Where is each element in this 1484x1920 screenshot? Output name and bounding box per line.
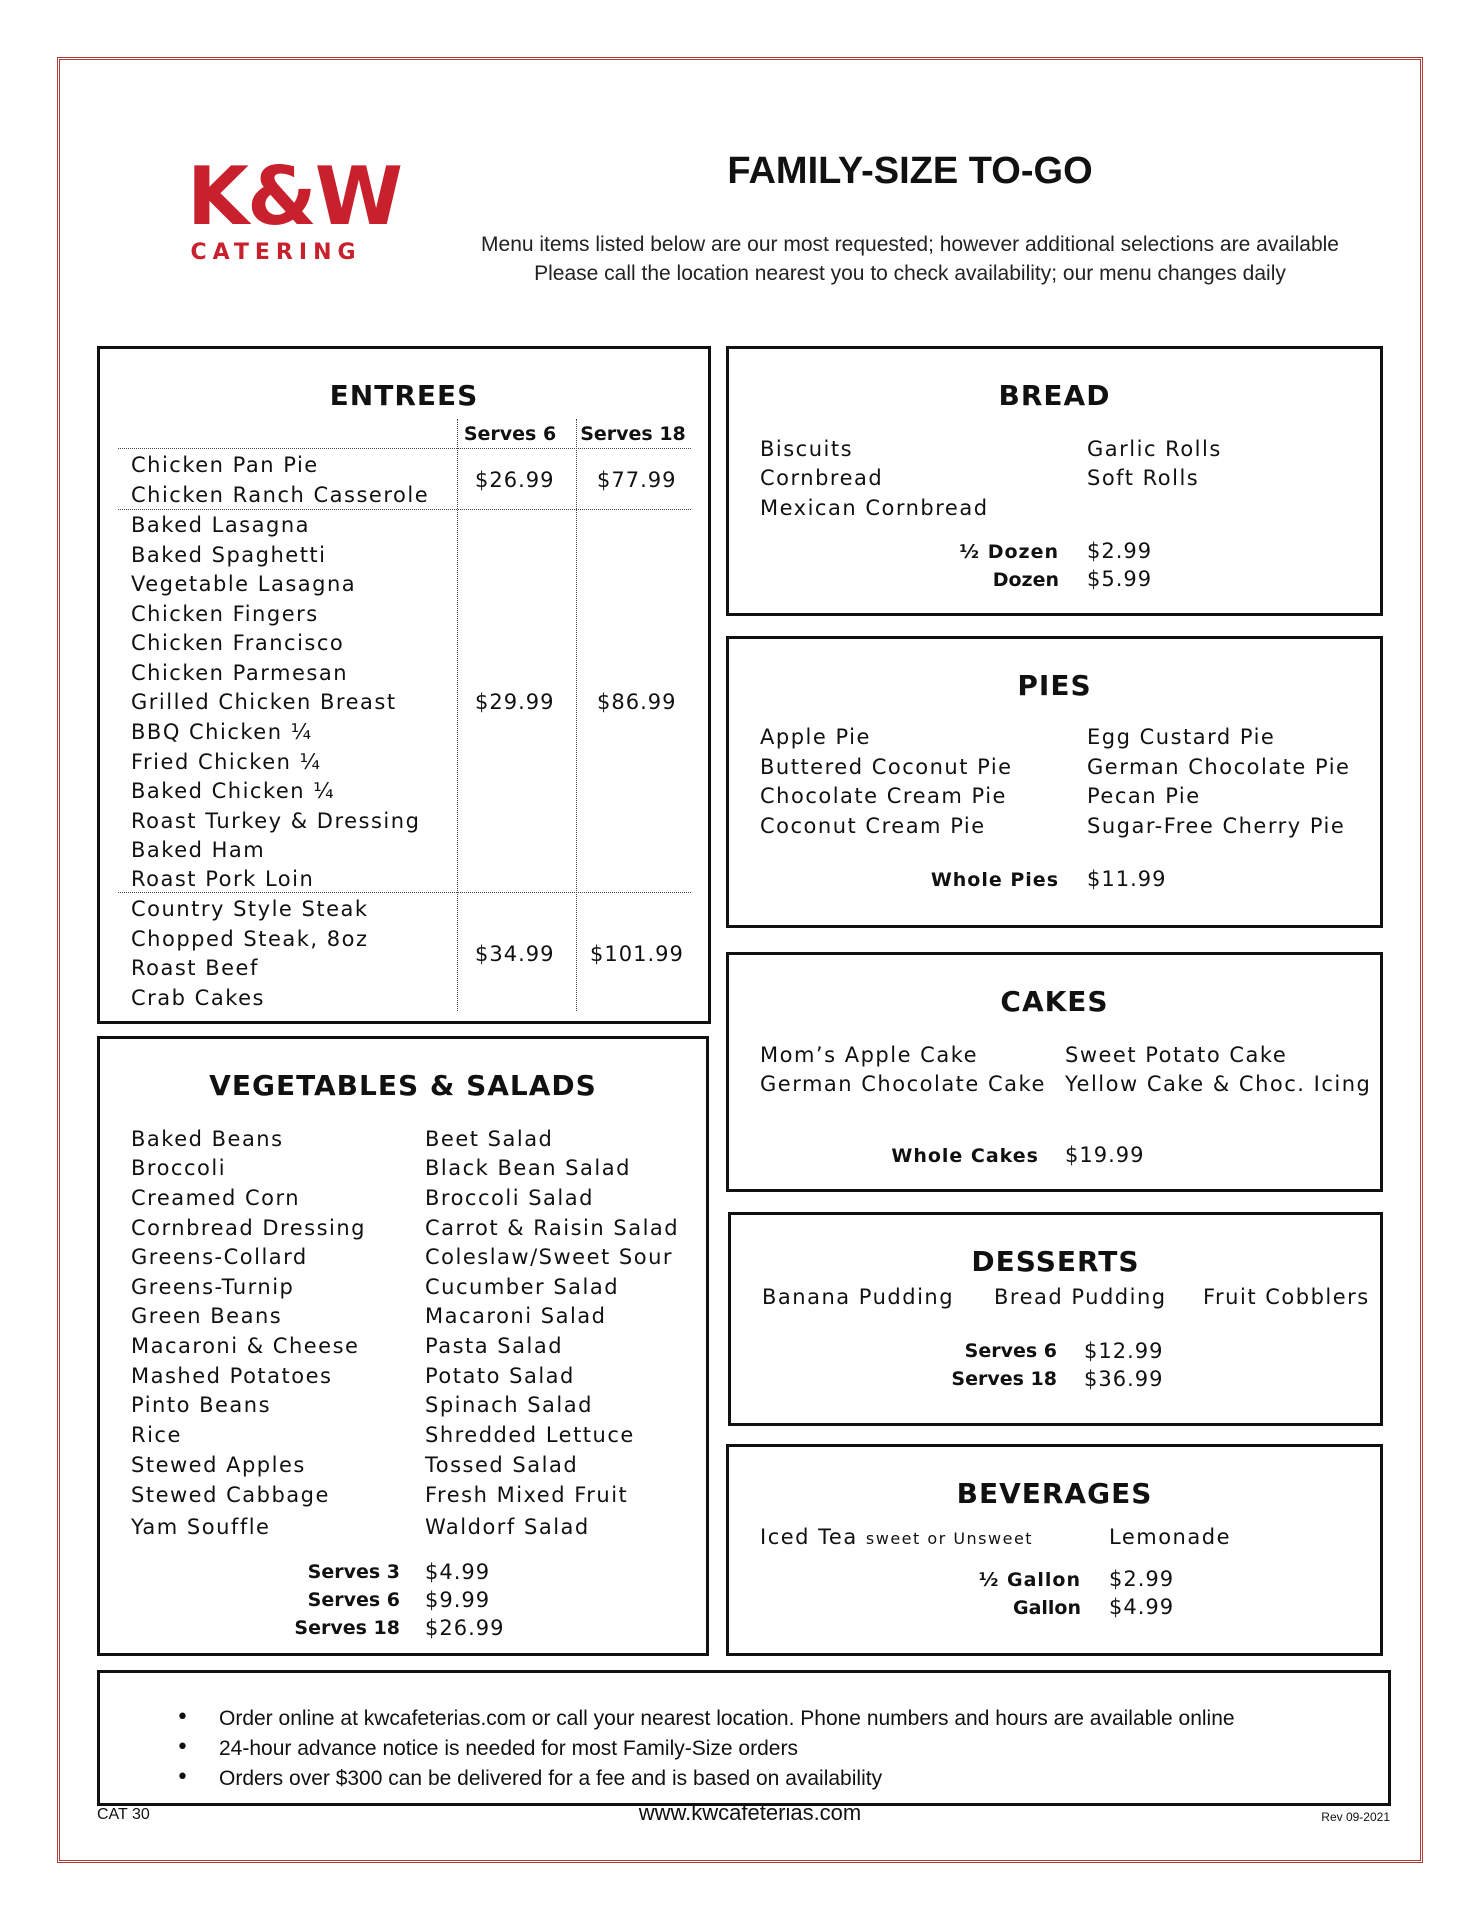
logo-sub: CATERING — [190, 240, 362, 265]
salad-item: Coleslaw/Sweet Sour — [425, 1245, 674, 1269]
vegetable-item: Broccoli — [131, 1156, 227, 1180]
dessert-item: Fruit Cobblers — [1203, 1285, 1370, 1309]
note-item: Order online at kwcafeterias.com or call your nearest location. Phone numbers and hours are available online — [219, 1707, 1235, 1730]
desserts-price: $12.99 — [1084, 1339, 1164, 1363]
vegetables-price: $9.99 — [425, 1588, 491, 1612]
bread-price: $2.99 — [1087, 539, 1153, 563]
vegetable-item: Pinto Beans — [131, 1393, 272, 1417]
entree-item: Baked Spaghetti — [131, 543, 327, 567]
bullet-icon: • — [176, 1735, 189, 1760]
vegetables-price-label: Serves 6 — [307, 1589, 400, 1611]
entree-item: Baked Ham — [131, 838, 266, 862]
entrees-divider — [118, 509, 691, 510]
cake-item: Mom’s Apple Cake — [760, 1043, 979, 1067]
salad-item: Waldorf Salad — [425, 1515, 590, 1539]
pies-title: PIES — [1017, 669, 1092, 702]
beverages-price: $4.99 — [1109, 1595, 1175, 1619]
entrees-col-serves-6: Serves 6 — [463, 423, 557, 445]
salad-item: Spinach Salad — [425, 1393, 593, 1417]
vegetables-price: $26.99 — [425, 1616, 505, 1640]
vegetable-item: Green Beans — [131, 1304, 283, 1328]
vegetable-item: Baked Beans — [131, 1127, 284, 1151]
page-subtitle — [420, 230, 1400, 288]
salad-item: Pasta Salad — [425, 1334, 564, 1358]
entree-price-serves-18: $77.99 — [597, 468, 677, 492]
dessert-item: Bread Pudding — [994, 1285, 1167, 1309]
desserts-price-label: Serves 18 — [951, 1368, 1057, 1390]
entree-price-serves-6: $29.99 — [475, 690, 555, 714]
entree-item: Roast Beef — [131, 956, 259, 980]
subtitle-line-2: Please call the location nearest you to check availability; our menu changes daily — [534, 262, 1286, 285]
footer-website-link[interactable]: www.kwcafeterias.com — [638, 1800, 862, 1825]
pie-item: Chocolate Cream Pie — [760, 784, 1007, 808]
salad-item: Shredded Lettuce — [425, 1423, 635, 1447]
entree-item: Fried Chicken ¼ — [131, 750, 322, 774]
logo-main: K&W — [187, 150, 401, 243]
vegetable-item: Stewed Apples — [131, 1453, 306, 1477]
salad-item: Macaroni Salad — [425, 1304, 607, 1328]
bread-title: BREAD — [998, 379, 1111, 412]
bread-item: Garlic Rolls — [1087, 437, 1222, 461]
entree-item: Chicken Francisco — [131, 631, 345, 655]
vegetables-price: $4.99 — [425, 1560, 491, 1584]
entree-item: Country Style Steak — [131, 897, 369, 921]
vegetable-item: Yam Souffle — [131, 1515, 271, 1539]
pie-item: Pecan Pie — [1087, 784, 1201, 808]
salad-item: Beet Salad — [425, 1127, 554, 1151]
entree-item: Vegetable Lasagna — [131, 572, 357, 596]
entrees-col-serves-18: Serves 18 — [580, 423, 686, 445]
entree-item: Roast Pork Loin — [131, 867, 315, 891]
pies-box — [726, 636, 1383, 928]
pie-item: Apple Pie — [760, 725, 871, 749]
cakes-box — [726, 952, 1383, 1192]
beverage-iced-tea: Iced Tea — [760, 1525, 858, 1549]
beverage-item — [760, 1525, 1033, 1549]
desserts-title: DESSERTS — [971, 1245, 1140, 1278]
entrees-divider — [118, 892, 691, 893]
salad-item: Cucumber Salad — [425, 1275, 620, 1299]
cakes-price: $19.99 — [1065, 1143, 1145, 1167]
entrees-title: ENTREES — [329, 379, 479, 412]
bread-price: $5.99 — [1087, 567, 1153, 591]
pie-item: Buttered Coconut Pie — [760, 755, 1013, 779]
entree-item: Chicken Pan Pie — [131, 453, 319, 477]
bread-item: Mexican Cornbread — [760, 496, 989, 520]
entree-item: Baked Chicken ¼ — [131, 779, 336, 803]
vegetable-item: Stewed Cabbage — [131, 1483, 330, 1507]
kw-catering-logo — [187, 150, 401, 265]
entree-item: Chopped Steak, 8oz — [131, 927, 369, 951]
entree-item: BBQ Chicken ¼ — [131, 720, 313, 744]
beverages-box — [726, 1444, 1383, 1656]
cakes-title: CAKES — [1000, 985, 1109, 1018]
salad-item: Black Bean Salad — [425, 1156, 631, 1180]
bread-item: Cornbread — [760, 466, 884, 490]
entree-item: Roast Turkey & Dressing — [131, 809, 421, 833]
beverage-iced-tea-note: sweet or Unsweet — [865, 1529, 1034, 1548]
entrees-divider — [457, 419, 458, 1011]
cake-item: German Chocolate Cake — [760, 1072, 1046, 1096]
entree-item: Grilled Chicken Breast — [131, 690, 397, 714]
vegetable-item: Greens-Collard — [131, 1245, 308, 1269]
vegetable-item: Greens-Turnip — [131, 1275, 295, 1299]
subtitle-line-1: Menu items listed below are our most requested; however additional selections are available — [481, 233, 1339, 256]
bread-box — [726, 346, 1383, 616]
cake-item: Sweet Potato Cake — [1065, 1043, 1288, 1067]
beverage-item: Lemonade — [1109, 1525, 1231, 1549]
entree-price-serves-18: $86.99 — [597, 690, 677, 714]
salad-item: Fresh Mixed Fruit — [425, 1483, 629, 1507]
pie-item: Coconut Cream Pie — [760, 814, 986, 838]
salad-item: Carrot & Raisin Salad — [425, 1216, 680, 1240]
bullet-icon: • — [176, 1705, 189, 1730]
vegetables-price-label: Serves 18 — [294, 1617, 400, 1639]
cake-item: Yellow Cake & Choc. Icing — [1065, 1072, 1372, 1096]
vegetables-salads-title: VEGETABLES & SALADS — [209, 1069, 597, 1102]
footer-revision: Rev 09-2021 — [1321, 1810, 1390, 1824]
vegetable-item: Rice — [131, 1423, 182, 1447]
vegetables-price-label: Serves 3 — [307, 1561, 400, 1583]
salad-item: Potato Salad — [425, 1364, 575, 1388]
bread-price-label: Dozen — [992, 569, 1059, 591]
entree-price-serves-6: $34.99 — [475, 942, 555, 966]
entree-item: Baked Lasagna — [131, 513, 310, 537]
pie-item: German Chocolate Pie — [1087, 755, 1351, 779]
entree-price-serves-18: $101.99 — [590, 942, 684, 966]
vegetable-item: Creamed Corn — [131, 1186, 301, 1210]
pie-item: Sugar-Free Cherry Pie — [1087, 814, 1346, 838]
desserts-price-label: Serves 6 — [964, 1340, 1057, 1362]
page-title: FAMILY-SIZE TO-GO — [727, 150, 1093, 192]
vegetables-salads-box — [97, 1036, 709, 1656]
bread-price-label: ½ Dozen — [959, 541, 1059, 563]
pies-price-label: Whole Pies — [930, 869, 1059, 891]
pies-price: $11.99 — [1087, 867, 1167, 891]
pie-item: Egg Custard Pie — [1087, 725, 1276, 749]
note-item: 24-hour advance notice is needed for most Family-Size orders — [219, 1737, 798, 1760]
bread-item: Soft Rolls — [1087, 466, 1200, 490]
footer-code: CAT 30 — [97, 1806, 150, 1823]
entree-item: Chicken Ranch Casserole — [131, 483, 430, 507]
desserts-price: $36.99 — [1084, 1367, 1164, 1391]
vegetable-item: Mashed Potatoes — [131, 1364, 333, 1388]
vegetable-item: Cornbread Dressing — [131, 1216, 367, 1240]
beverages-price: $2.99 — [1109, 1567, 1175, 1591]
salad-item: Tossed Salad — [425, 1453, 579, 1477]
entree-item: Chicken Parmesan — [131, 661, 349, 685]
notes-box — [97, 1670, 1391, 1806]
entrees-box — [97, 346, 711, 1024]
beverages-price-label: ½ Gallon — [978, 1569, 1081, 1591]
entree-item: Chicken Fingers — [131, 602, 319, 626]
bullet-icon: • — [176, 1765, 189, 1790]
dessert-item: Banana Pudding — [762, 1285, 955, 1309]
cakes-price-label: Whole Cakes — [891, 1145, 1039, 1167]
vegetable-item: Macaroni & Cheese — [131, 1334, 360, 1358]
beverages-title: BEVERAGES — [956, 1477, 1153, 1510]
entree-item: Crab Cakes — [131, 986, 265, 1010]
entrees-divider — [118, 448, 691, 449]
desserts-box — [728, 1212, 1383, 1426]
beverages-price-label: Gallon — [1012, 1597, 1081, 1619]
salad-item: Broccoli Salad — [425, 1186, 594, 1210]
note-item: Orders over $300 can be delivered for a fee and is based on availability — [219, 1767, 883, 1790]
entrees-divider — [576, 419, 577, 1011]
entree-price-serves-6: $26.99 — [475, 468, 555, 492]
bread-item: Biscuits — [760, 437, 854, 461]
